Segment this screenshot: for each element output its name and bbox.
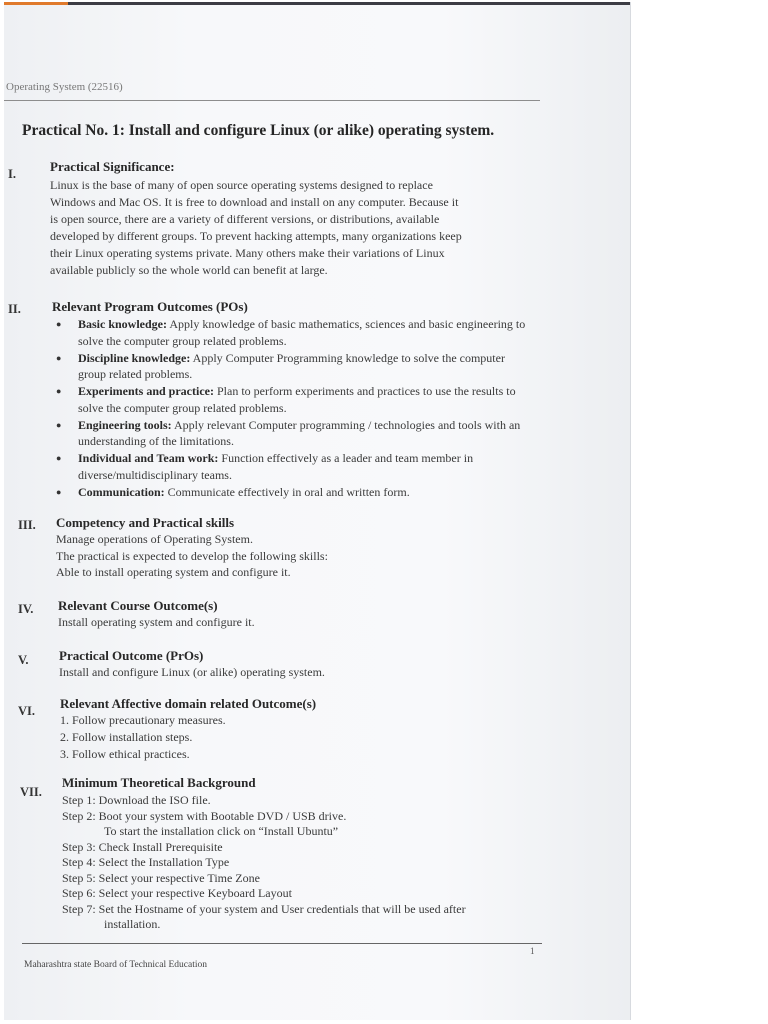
outcome-text: Apply knowledge of basic mathematics, sciences and basic engineering to solve the computer group related problems.	[78, 317, 526, 348]
step-line: To start the installation click on “Install Ubuntu”	[104, 824, 339, 838]
competency-line: The practical is expected to develop the following skills:	[56, 548, 328, 563]
paragraph-line: Linux is the base of many of open source operating systems designed to replace	[50, 178, 433, 192]
list-item	[52, 350, 532, 383]
section-number: V.	[18, 653, 29, 667]
list-item	[52, 484, 532, 501]
affective-outcomes-list	[60, 712, 530, 763]
list-item: 3. Follow ethical practices.	[60, 747, 190, 761]
outcome-text: Apply relevant Computer programming / technologies and tools with an understanding of the limitations.	[78, 417, 521, 448]
section-number: I.	[8, 167, 16, 181]
section-heading: Practical Outcome (PrOs)	[59, 648, 204, 663]
section-number: II.	[8, 302, 21, 316]
section-heading: Competency and Practical skills	[56, 515, 235, 530]
installation-steps	[62, 793, 542, 933]
outcome-term: Basic knowledge:	[78, 317, 168, 331]
paragraph-line: is open source, there are a variety of different versions, or distributions, available	[50, 212, 440, 226]
outcome-term: Individual and Team work:	[78, 451, 219, 465]
section-heading: Relevant Program Outcomes (POs)	[52, 299, 248, 314]
page-number: 1	[530, 946, 535, 956]
list-item	[52, 383, 532, 416]
outcome-term: Discipline knowledge:	[78, 350, 191, 365]
paragraph-line: Windows and Mac OS. It is free to download and install on any computer. Because it	[50, 195, 459, 209]
section-number: VII.	[20, 785, 42, 799]
list-item: 1. Follow precautionary measures.	[60, 713, 226, 727]
section-heading: Relevant Affective domain related Outcome(s)	[60, 696, 317, 711]
step-line: Step 6: Select your respective Keyboard Layout	[62, 886, 292, 900]
step-line: Step 1: Download the ISO file.	[62, 793, 211, 807]
outcome-text: Apply Computer Programming knowledge to solve the computer group related problems.	[78, 350, 505, 381]
header-rule	[4, 100, 540, 101]
section-number: III.	[18, 518, 36, 532]
section-heading: Practical Significance:	[50, 159, 175, 174]
competency-line: Able to install operating system and configure it.	[56, 565, 291, 579]
paragraph-line: developed by different groups. To prevent hacking attempts, many organizations keep	[50, 229, 462, 243]
step-line: Step 5: Select your respective Time Zone	[62, 870, 260, 885]
paragraph-line: their Linux operating systems private. Many others make their variations of Linux	[50, 246, 445, 260]
step-line: Step 7: Set the Hostname of your system and User credentials that will be used after	[62, 901, 466, 916]
step-line: Step 3: Check Install Prerequisite	[62, 839, 223, 854]
list-item	[52, 417, 532, 450]
outcome-term: Communication:	[78, 484, 165, 499]
course-header: Operating System (22516)	[6, 81, 123, 93]
practical-outcome-line: Install and configure Linux (or alike) operating system.	[59, 665, 325, 679]
course-outcome-line: Install operating system and configure it.	[58, 615, 255, 629]
footer-rule	[22, 943, 542, 944]
step-line: Step 2: Boot your system with Bootable DVD / USB drive.	[62, 808, 347, 823]
paragraph-line: available publicly so the whole world can benefit at large.	[50, 263, 328, 277]
list-item	[52, 316, 532, 349]
outcome-text: Plan to perform experiments and practices to use the results to solve the computer group related problems.	[78, 384, 516, 415]
section-heading: Relevant Course Outcome(s)	[58, 598, 218, 613]
outcome-term: Experiments and practice:	[78, 384, 214, 398]
list-item: 2. Follow installation steps.	[60, 730, 193, 744]
section-number: VI.	[18, 704, 36, 718]
outcome-text: Function effectively as a leader and team member in diverse/multidisciplinary teams.	[78, 451, 474, 482]
section-heading: Minimum Theoretical Background	[62, 775, 256, 790]
competency-line: Manage operations of Operating System.	[56, 532, 253, 546]
outcome-text: Communicate effectively in oral and written form.	[164, 484, 410, 499]
scanned-page	[4, 2, 630, 1020]
step-line: installation.	[104, 917, 161, 931]
significance-paragraph	[50, 177, 540, 279]
top-edge-strip	[4, 2, 630, 5]
program-outcomes-list	[52, 316, 532, 500]
list-item	[52, 450, 532, 483]
section-number: IV.	[18, 602, 34, 616]
outcome-term: Engineering tools:	[78, 417, 172, 432]
practical-title: Practical No. 1: Install and configure Linux (or alike) operating system.	[22, 122, 495, 139]
step-line: Step 4: Select the Installation Type	[62, 855, 230, 869]
footer-board: Maharashtra state Board of Technical Education	[24, 960, 208, 970]
